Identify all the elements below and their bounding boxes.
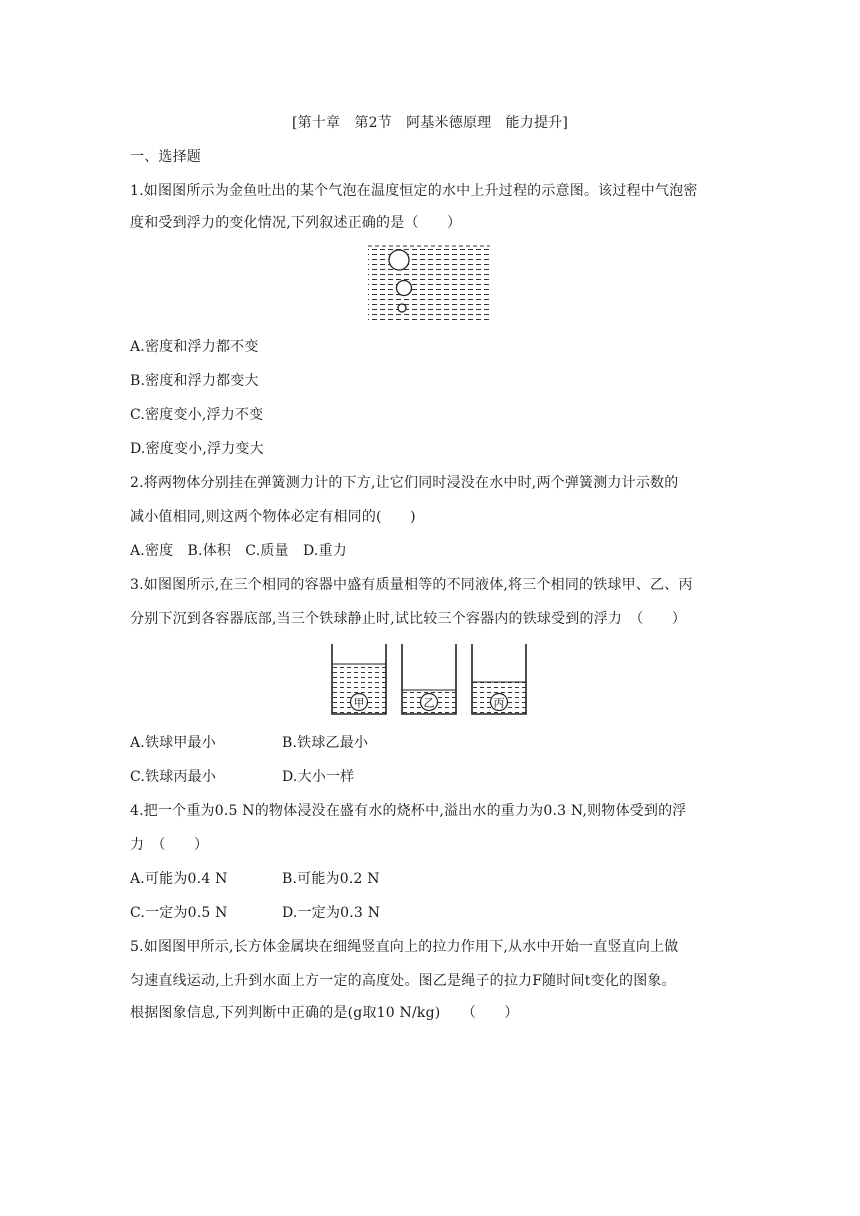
question-3-option-d: D.大小一样: [282, 769, 355, 785]
question-1-option-b: B.密度和浮力都变大: [130, 373, 259, 389]
medium-bubble: [397, 281, 412, 296]
large-bubble: [389, 250, 409, 270]
question-3-option-a: A.铁球甲最小: [130, 735, 216, 751]
question-4-line-1: 4.把一个重为0.5 N的物体浸没在盛有水的烧杯中,溢出水的重力为0.3 N,则物体受到的浮: [130, 803, 687, 819]
question-1-option-c: C.密度变小,浮力不变: [130, 407, 264, 423]
ball-label-yi: 乙: [423, 696, 435, 710]
question-4-option-d: D.一定为0.3 N: [282, 905, 381, 921]
question-1-option-d: D.密度变小,浮力变大: [130, 441, 264, 457]
question-3-option-b: B.铁球乙最小: [282, 735, 369, 751]
question-5-line-3: 根据图象信息,下列判断中正确的是(g取10 N/kg) （ ）: [130, 1005, 519, 1021]
ball-label-bing: 丙: [493, 696, 505, 710]
question-4-option-c: C.一定为0.5 N: [130, 905, 228, 921]
question-3-line-2: 分别下沉到各容器底部,当三个铁球静止时,试比较三个容器内的铁球受到的浮力 （ ）: [130, 611, 687, 627]
question-2-line-2: 减小值相同,则这两个物体必定有相同的( ): [130, 509, 416, 525]
question-1-line-1: 1.如图图所示为金鱼吐出的某个气泡在温度恒定的水中上升过程的示意图。该过程中气泡密: [130, 183, 698, 199]
small-bubble: [398, 304, 406, 312]
question-2-line-1: 2.将两物体分别挂在弹簧测力计的下方,让它们同时浸没在水中时,两个弹簧测力计示数的: [130, 475, 679, 491]
question-3-line-1: 3.如图图所示,在三个相同的容器中盛有质量相等的不同液体,将三个相同的铁球甲、乙、丙: [130, 577, 693, 593]
question-1-line-2: 度和受到浮力的变化情况,下列叙述正确的是（ ）: [130, 215, 462, 231]
container-jia: [332, 644, 386, 714]
question-4-line-2: 力 （ ）: [130, 837, 209, 853]
question-5-line-2: 匀速直线运动,上升到水面上方一定的高度处。图乙是绳子的拉力F随时间t变化的图象。: [130, 973, 676, 989]
container-yi: [402, 644, 456, 714]
question-1-option-a: A.密度和浮力都不变: [130, 339, 259, 355]
question-4-option-a: A.可能为0.4 N: [130, 871, 228, 887]
section-heading: 一、选择题: [130, 149, 201, 165]
question-4-option-b: B.可能为0.2 N: [282, 871, 380, 887]
ball-label-jia: 甲: [353, 696, 365, 710]
page-title: [第十章 第2节 阿基米德原理 能力提升]: [291, 115, 569, 131]
question-2-options: A.密度 B.体积 C.质量 D.重力: [130, 543, 347, 559]
bubble-rising-figure: [364, 242, 494, 324]
three-containers-figure: [326, 640, 534, 720]
container-bing: [472, 644, 526, 714]
question-5-line-1: 5.如图图甲所示,长方体金属块在细绳竖直向上的拉力作用下,从水中开始一直竖直向上做: [130, 939, 679, 955]
question-3-option-c: C.铁球丙最小: [130, 769, 217, 785]
